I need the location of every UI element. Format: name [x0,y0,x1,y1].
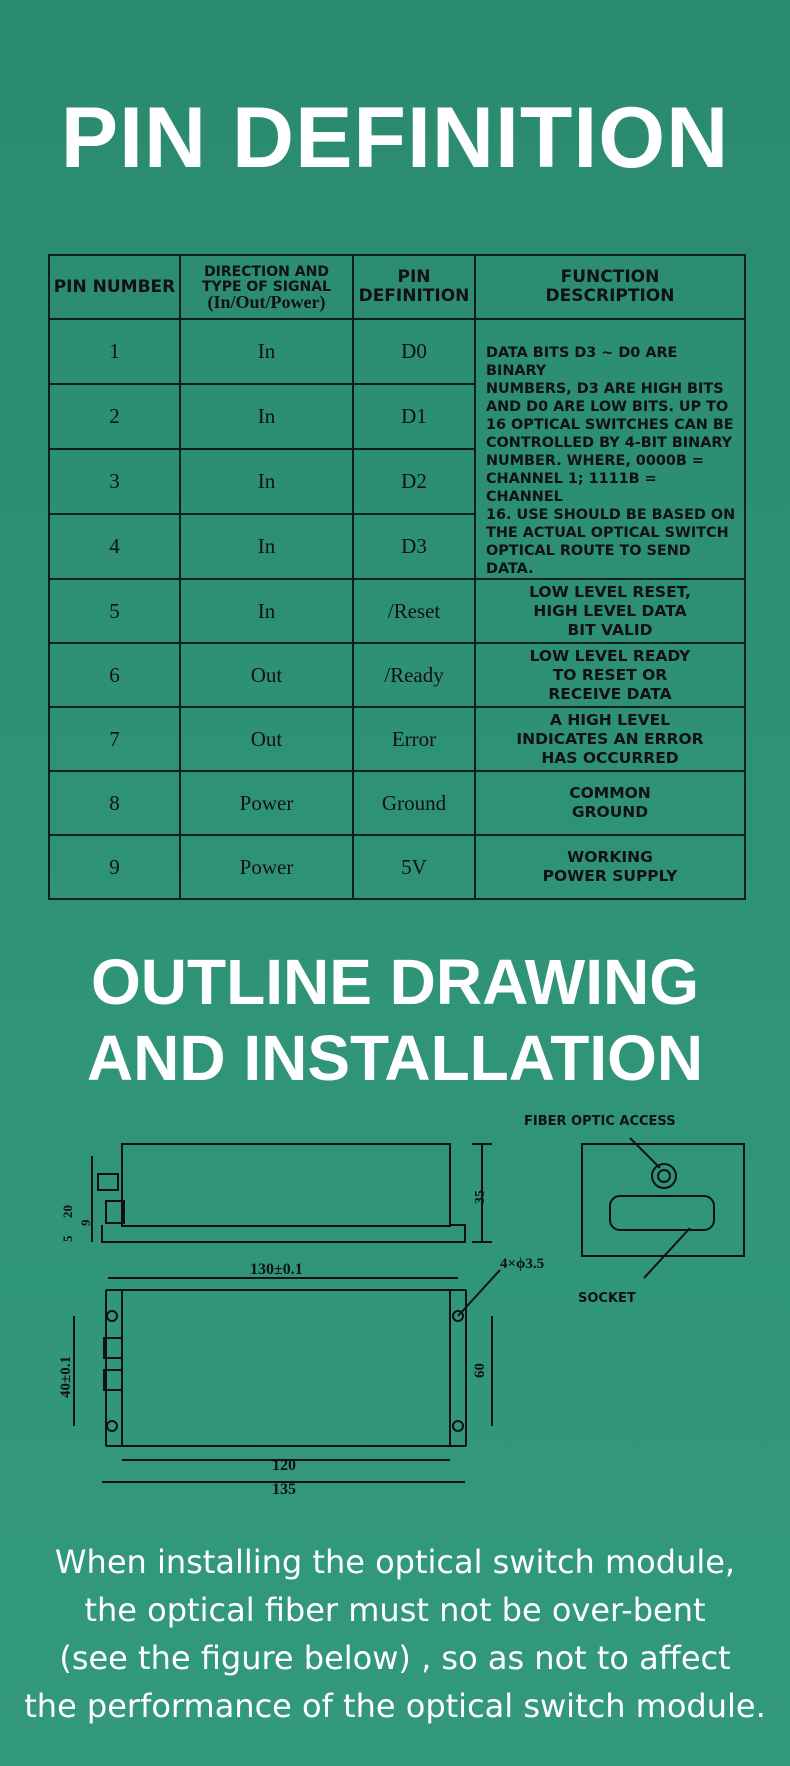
header-pin-definition [353,255,475,319]
socket-label: SOCKET [578,1291,636,1306]
fiber-port-inner [658,1170,670,1182]
pin-cell: 7 [49,707,180,771]
definition-cell: Ground [353,771,475,835]
pin-cell: 4 [49,514,180,579]
definition-cell: D0 [353,319,475,384]
definition-cell: 5V [353,835,475,899]
header-pin-number: PIN NUMBER [49,255,180,319]
direction-cell: In [180,319,353,384]
header-direction-line1: DIRECTION AND [204,263,329,280]
definition-cell: Error [353,707,475,771]
func-line: TO RESET OR [552,665,668,684]
leader-socket [644,1228,690,1278]
section-title-outline [0,944,790,1096]
func-line: BIT VALID [567,620,653,639]
direction-cell: In [180,514,353,579]
dim-5-label: 5 [60,1235,75,1242]
desc-line: AND D0 ARE LOW BITS. UP TO [486,399,729,415]
table-row [49,643,745,707]
dim-hole-label: 4×ϕ3.5 [500,1256,545,1272]
header-pin-def-line1: PIN [397,267,431,287]
leader-fiber [630,1138,660,1168]
table-row [49,319,745,384]
table-row [49,707,745,771]
pin-cell: 8 [49,771,180,835]
function-cell [475,835,745,899]
table-row [49,579,745,643]
dim-35-label: 35 [473,1190,488,1204]
mount-hole [453,1421,463,1431]
pin-cell: 9 [49,835,180,899]
dim-60-label: 60 [472,1363,488,1378]
note-line: When installing the optical switch module, [54,1543,736,1581]
header-function [475,255,745,319]
func-line: GROUND [571,803,649,821]
header-direction-line2: TYPE OF SIGNAL [202,278,331,295]
table-header-row [49,255,745,319]
direction-cell: Power [180,835,353,899]
mount-hole [107,1311,117,1321]
pin-definition-table [48,254,746,900]
desc-line: NUMBER. WHERE, 0000B = [486,453,704,469]
func-line: A HIGH LEVEL [549,710,671,729]
dim-20-label: 20 [60,1205,75,1218]
func-line: RECEIVE DATA [548,684,672,703]
dim-120-label: 120 [272,1457,296,1474]
definition-cell: D2 [353,449,475,514]
direction-cell: Out [180,707,353,771]
note-line: the performance of the optical switch module. [24,1687,766,1725]
func-line: INDICATES AN ERROR [516,729,704,748]
definition-cell: /Ready [353,643,475,707]
dim-135-label: 135 [272,1481,296,1498]
side-view-base [102,1225,465,1242]
func-line: HAS OCCURRED [541,748,679,767]
direction-cell: Power [180,771,353,835]
function-cell [475,579,745,643]
section-title-line1: OUTLINE DRAWING [91,946,699,1018]
definition-cell: /Reset [353,579,475,643]
dim-9-label: 9 [78,1219,93,1226]
data-bits-description [475,319,745,579]
installation-note [0,1538,790,1730]
direction-cell: In [180,384,353,449]
note-line: the optical fiber must not be over-bent [84,1591,706,1629]
db9-socket [610,1196,714,1230]
desc-line: 16. USE SHOULD BE BASED ON [486,507,736,523]
page-title: PIN DEFINITION [60,90,730,186]
header-direction-line3: (In/Out/Power) [207,291,326,312]
function-cell [475,771,745,835]
header-pin-def-line2: DEFINITION [358,286,470,306]
direction-cell: In [180,579,353,643]
definition-cell: D1 [353,384,475,449]
section-title-line2: AND INSTALLATION [86,1022,704,1094]
top-view-body [122,1290,450,1446]
table-row [49,771,745,835]
dim-40-label: 40±0.1 [58,1356,74,1398]
function-cell [475,643,745,707]
func-line: WORKING [567,848,653,866]
desc-line: DATA BITS D3 ~ D0 ARE BINARY [486,345,678,379]
header-direction [180,255,353,319]
side-view-body [122,1144,450,1226]
header-function-line1: FUNCTION [560,267,660,287]
note-line: (see the figure below) , so as not to affect [59,1639,731,1677]
connector-top [98,1174,118,1190]
direction-cell: In [180,449,353,514]
desc-line: THE ACTUAL OPTICAL SWITCH [486,525,729,541]
dim-130-label: 130±0.1 [250,1261,303,1278]
function-cell [475,707,745,771]
pin-cell: 2 [49,384,180,449]
pin-cell: 5 [49,579,180,643]
desc-line: CHANNEL 1; 1111B = CHANNEL [486,471,657,505]
desc-line: 16 OPTICAL SWITCHES CAN BE [486,417,734,433]
fiber-port [652,1164,676,1188]
definition-cell: D3 [353,514,475,579]
header-function-line2: DESCRIPTION [545,286,675,306]
top-view [74,1270,500,1482]
desc-line: CONTROLLED BY 4-BIT BINARY [486,435,733,451]
desc-line: NUMBERS, D3 ARE HIGH BITS [486,381,724,397]
fiber-optic-access-label: FIBER OPTIC ACCESS [524,1114,676,1129]
func-line: POWER SUPPLY [542,867,678,885]
leader-hole [458,1270,500,1316]
func-line: HIGH LEVEL DATA [533,601,687,620]
func-line: LOW LEVEL READY [529,646,691,665]
side-view [92,1144,492,1242]
func-line: COMMON [569,784,651,802]
front-view [582,1138,744,1278]
mount-hole [107,1421,117,1431]
outline-drawing [0,1108,790,1508]
func-line: LOW LEVEL RESET, [529,582,691,601]
desc-line: OPTICAL ROUTE TO SEND DATA. [486,543,691,577]
table-row [49,835,745,899]
pin-cell: 1 [49,319,180,384]
pin-cell: 3 [49,449,180,514]
direction-cell: Out [180,643,353,707]
pin-cell: 6 [49,643,180,707]
front-view-body [582,1144,744,1256]
